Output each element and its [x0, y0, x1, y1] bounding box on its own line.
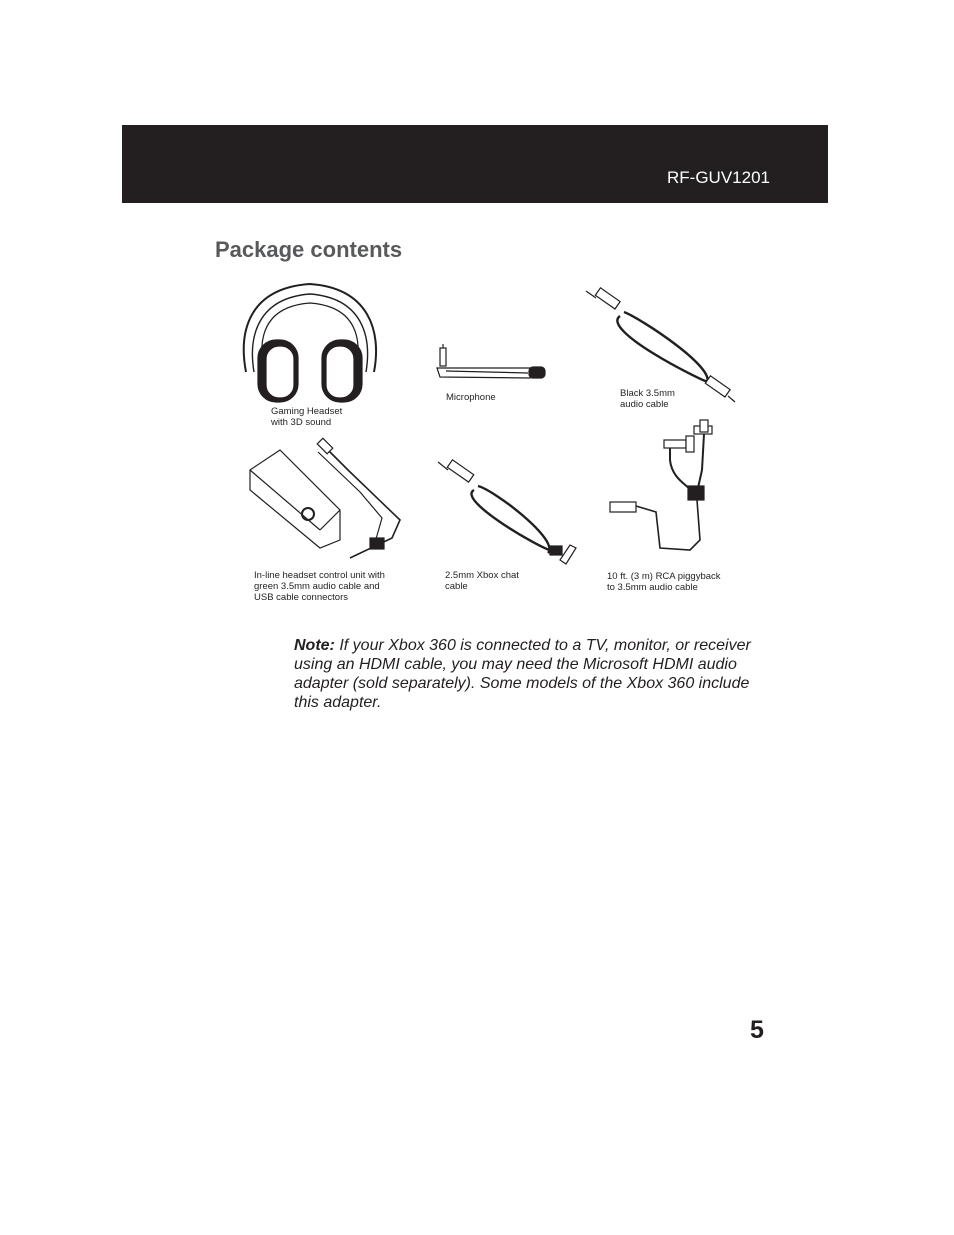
chat-cable-illustration	[438, 460, 576, 564]
caption-rca-cable: 10 ft. (3 m) RCA piggyback to 3.5mm audio cable	[607, 571, 721, 593]
black-cable-illustration	[586, 288, 735, 402]
caption-microphone: Microphone	[446, 392, 496, 403]
model-number: RF-GUV1201	[667, 168, 770, 187]
caption-black-cable: Black 3.5mm audio cable	[620, 388, 675, 410]
page-number: 5	[750, 1016, 764, 1044]
headset-illustration	[244, 284, 376, 402]
note-label: Note:	[294, 637, 335, 654]
caption-chat-cable: 2.5mm Xbox chat cable	[445, 570, 519, 592]
section-title: Package contents	[215, 237, 403, 262]
note-text: If your Xbox 360 is connected to a TV, monitor, or receiver using an HDMI cable, you may need the Microsoft HDMI audio adapter (sold separately). Some models of the Xbox 360 include this adapter.	[294, 637, 751, 711]
caption-control-unit: In-line headset control unit with green 3.5mm audio cable and USB cable connectors	[254, 570, 385, 603]
rca-cable-illustration	[610, 420, 712, 550]
control-unit-illustration	[250, 438, 400, 558]
microphone-illustration	[437, 344, 545, 378]
caption-headset: Gaming Headset with 3D sound	[271, 406, 343, 428]
note-paragraph	[294, 636, 769, 712]
